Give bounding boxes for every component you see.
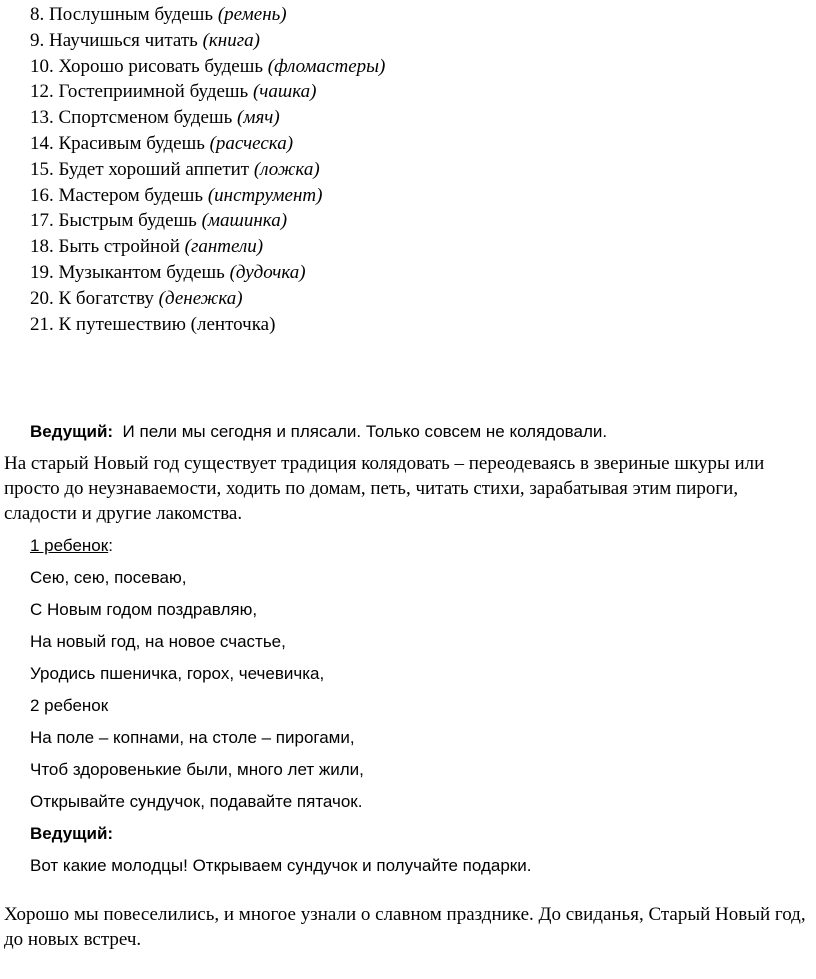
poem-line: С Новым годом поздравляю, [30,600,258,619]
poem-line: Чтоб здоровенькие были, много лет жили, [30,760,364,779]
item-hint: (расческа) [209,132,294,154]
item-number: 10. [30,55,54,77]
list-item [30,312,385,338]
item-hint: (чашка) [252,81,317,103]
item-hint: (ремень) [217,4,287,25]
item-hint: (денежка) [158,287,243,309]
item-number: 14. [30,132,54,154]
item-number: 9. [30,29,45,51]
gift-list [30,2,385,337]
item-number: 15. [30,158,54,180]
poem-block [30,530,531,882]
host-speaker-label: Ведущий: [30,422,114,441]
item-number: 12. [30,81,54,103]
list-item [30,2,385,28]
farewell-paragraph: Хорошо мы повеселились, и многое узнали о славном празднике. До свиданья, Старый Новый год, до новых встреч. [4,904,806,950]
list-item [30,260,385,286]
host-line-2-text: Вот какие молодцы! Открываем сундучок и получайте подарки. [30,856,532,875]
item-number: 18. [30,236,54,258]
poem-line: На новый год, на новое счастье, [30,632,286,651]
item-number: 13. [30,107,54,129]
host-line-1 [30,418,607,446]
child-1-label: 1 ребенок [30,536,109,555]
item-text: Спортсменом будешь [58,107,233,129]
list-item [30,234,385,260]
list-item [30,157,385,183]
child-1-heading [30,530,531,562]
list-item [30,54,385,80]
item-text: Мастером будешь [58,184,204,206]
list-item [30,183,385,209]
item-hint: (дудочка) [229,261,306,283]
tradition-paragraph: На старый Новый год существует традиция колядовать – переодеваясь в звериные шкуры или просто до неузнаваемости, ходить по домам, петь, читать стихи, зарабатывая этим пироги, сладости и другие лакомства. [4,453,765,524]
item-text: Гостеприимной будешь [58,81,249,103]
poem-line: Сею, сею, посеваю, [30,568,187,587]
item-hint: (мяч) [237,107,280,129]
item-hint: (книга) [202,29,260,51]
host-line-text: И пели мы сегодня и плясали. Только совсем не колядовали. [122,422,608,441]
item-text: К путешествию (ленточка) [58,313,276,335]
item-hint: (машинка) [201,210,288,232]
item-text: Научишься читать [49,29,198,51]
item-text: К богатству [58,287,154,309]
item-text: Быстрым будешь [58,210,197,232]
list-item [30,208,385,234]
item-text: Быть стройной [58,236,180,258]
item-number: 16. [30,184,54,206]
item-number: 8. [30,4,45,25]
list-item [30,286,385,312]
poem-line: Открывайте сундучок, подавайте пятачок. [30,792,363,811]
item-number: 19. [30,261,54,283]
poem-line: На поле – копнами, на столе – пирогами, [30,728,355,747]
item-text: Музыкантом будешь [58,261,225,283]
item-hint: (фломастеры) [267,55,386,77]
list-item [30,28,385,54]
host-speaker-label-2: Ведущий: [30,824,114,843]
item-text: Хорошо рисовать будешь [58,55,264,77]
list-item [30,79,385,105]
item-text: Будет хороший аппетит [58,158,250,180]
list-item [30,105,385,131]
child-1-colon: : [108,536,113,555]
item-number: 20. [30,287,54,309]
item-hint: (гантели) [184,236,264,258]
child-2-label: 2 ребенок [30,696,109,715]
poem-line: Уродись пшеничка, горох, чечевичка, [30,664,325,683]
list-item [30,131,385,157]
item-text: Послушным будешь [49,4,214,25]
item-number: 21. [30,313,54,335]
item-hint: (инструмент) [207,184,323,206]
item-text: Красивым будешь [58,132,205,154]
item-hint: (ложка) [253,158,320,180]
item-number: 17. [30,210,54,232]
